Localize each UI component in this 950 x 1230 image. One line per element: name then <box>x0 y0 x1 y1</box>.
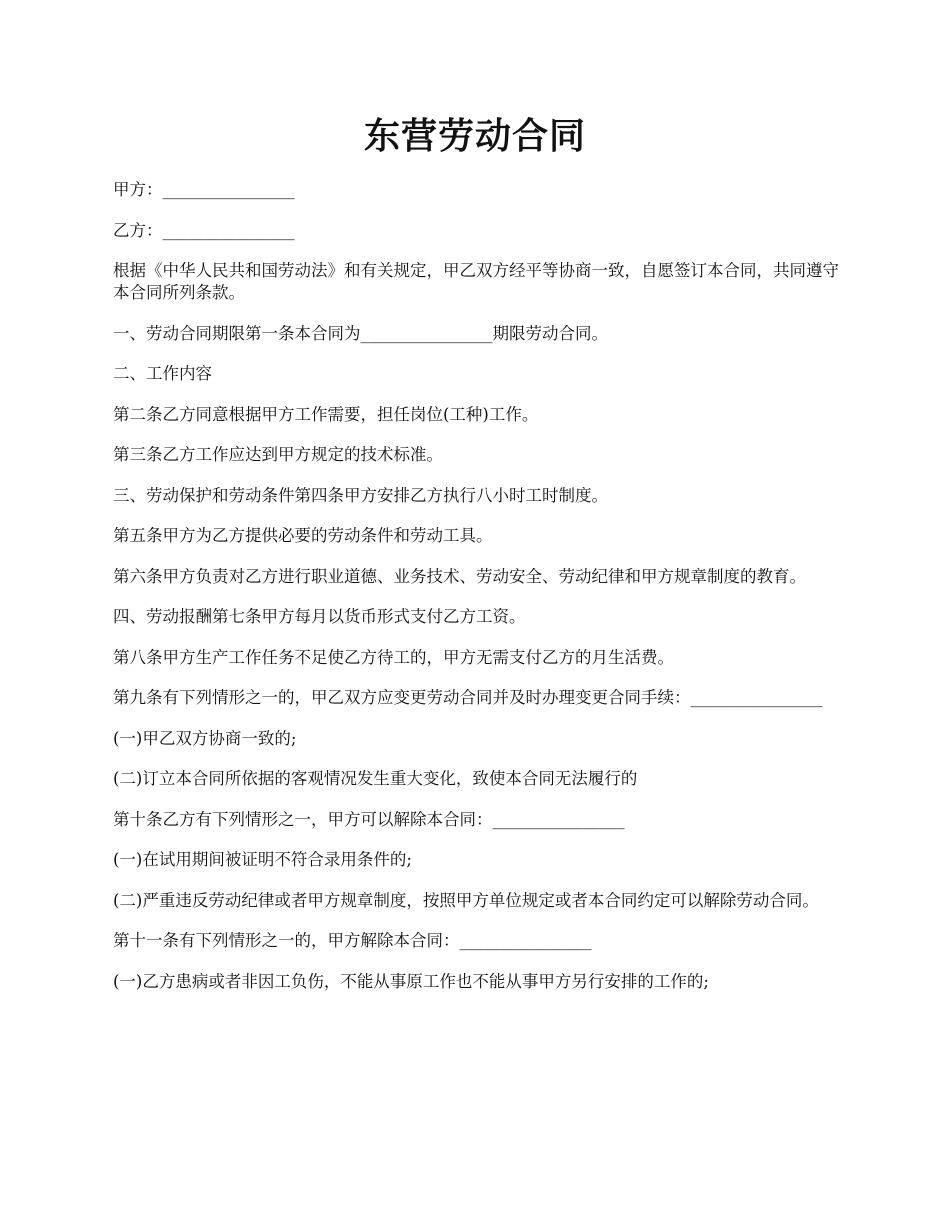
clause-9-item-1: (一)甲乙双方协商一致的; <box>113 728 297 748</box>
preamble: 根据《中华人民共和国劳动法》和有关规定，甲乙双方经平等协商一致，自愿签订本合同，共同遵守本合同所列条款。 <box>113 261 839 302</box>
section-heading-2: 二、工作内容 <box>113 364 212 383</box>
clause-10: 第十条乙方有下列情形之一，甲方可以解除本合同：________________ <box>113 809 625 829</box>
document-title: 东营劳动合同 <box>363 115 586 157</box>
clause-10-item-2: (二)严重违反劳动纪律或者甲方规章制度，按照甲方单位规定或者本合同约定可以解除劳动合同。 <box>113 890 819 910</box>
clause-11: 第十一条有下列情形之一的，甲方解除本合同：________________ <box>113 931 592 950</box>
clause-7: 四、劳动报酬第七条甲方每月以货币形式支付乙方工资。 <box>113 607 526 626</box>
clause-1: 一、劳动合同期限第一条本合同为________________期限劳动合同。 <box>113 323 608 343</box>
document-body <box>113 179 843 1011</box>
party-a-line: 甲方：________________ <box>113 180 295 199</box>
clause-11-item-1: (一)乙方患病或者非因工负伤，不能从事原工作也不能从事甲方另行安排的工作的; <box>113 971 709 991</box>
clause-8: 第八条甲方生产工作任务不足使乙方待工的，甲方无需支付乙方的月生活费。 <box>113 647 674 667</box>
clause-5: 第五条甲方为乙方提供必要的劳动条件和劳动工具。 <box>113 526 493 545</box>
clause-9-item-2: (二)订立本合同所依据的客观情况发生重大变化，致使本合同无法履行的 <box>113 769 638 788</box>
clause-10-item-1: (一)在试用期间被证明不符合录用条件的; <box>113 850 412 869</box>
clause-2: 第二条乙方同意根据甲方工作需要，担任岗位(工种)工作。 <box>113 404 539 424</box>
clause-9: 第九条有下列情形之一的，甲乙双方应变更劳动合同并及时办理变更合同手续：________________ <box>113 688 823 707</box>
clause-6: 第六条甲方负责对乙方进行职业道德、业务技术、劳动安全、劳动纪律和甲方规章制度的教育。 <box>113 566 806 586</box>
clause-3: 第三条乙方工作应达到甲方规定的技术标准。 <box>113 445 443 464</box>
clause-4: 三、劳动保护和劳动条件第四条甲方安排乙方执行八小时工时制度。 <box>113 485 608 505</box>
party-b-line: 乙方：________________ <box>113 220 295 240</box>
